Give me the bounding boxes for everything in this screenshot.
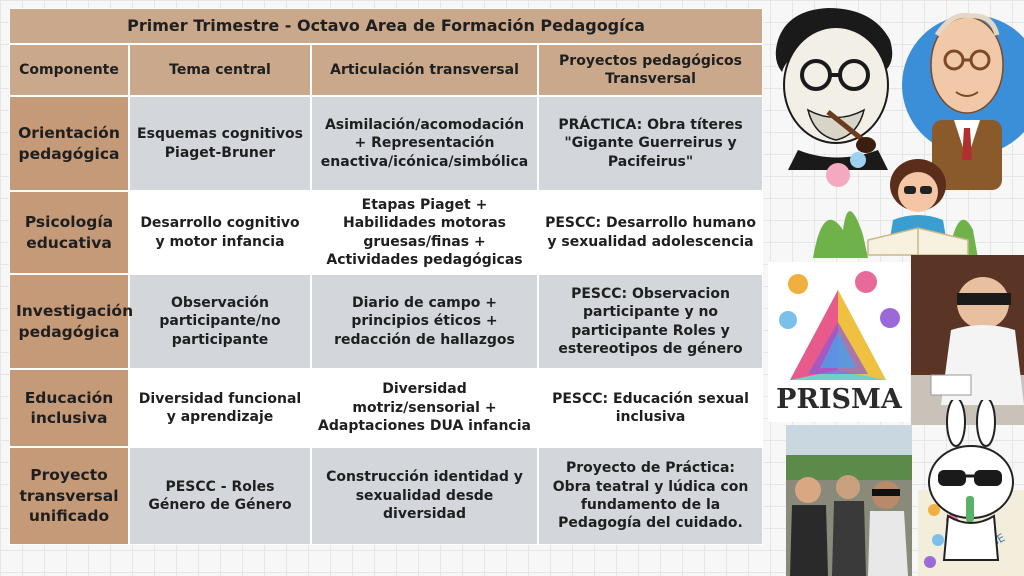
illustration-collage [768,0,1024,576]
header-proyectos: Proyectos pedagógicos Transversal [538,44,763,96]
header-componente: Componente [9,44,129,96]
girl-reading-illustration [808,140,978,258]
proyecto-cell: PESCC: Desarrollo humano y sexualidad adolescencia [538,191,763,274]
articulacion-cell: Asimilación/acomodación + Representación enactiva/icónica/simbólica [311,96,538,191]
prisma-logo [768,262,910,422]
tema-cell: Observación participante/no participante [129,274,311,369]
tema-cell: Desarrollo cognitivo y motor infancia [129,191,311,274]
tema-cell: Diversidad funcional y aprendizaje [129,369,311,447]
header-tema-central: Tema central [129,44,311,96]
prisma-logo-text: PRISMA [776,384,902,415]
proyecto-cell: PESCC: Observacion participante y no participante Roles y estereotipos de género [538,274,763,369]
proyecto-cell: PESCC: Educación sexual inclusiva [538,369,763,447]
componente-cell: Orientación pedagógica [9,96,129,191]
componente-cell: Proyecto transversal unificado [9,447,129,545]
table-row [9,96,763,191]
articulacion-cell: Diversidad motriz/sensorial + Adaptaciones DUA infancia [311,369,538,447]
header-articulacion: Articulación transversal [311,44,538,96]
table-row [9,274,763,369]
table-row [9,447,763,545]
table-row [9,369,763,447]
header-row [9,44,763,96]
componente-cell: Investigación pedagógica [9,274,129,369]
componente-cell: Educación inclusiva [9,369,129,447]
curriculum-table [9,8,763,545]
table-row [9,191,763,274]
articulacion-cell: Construcción identidad y sexualidad desde diversidad [311,447,538,545]
students-group-photo [786,425,912,576]
articulacion-cell: Diario de campo + principios éticos + redacción de hallazgos [311,274,538,369]
componente-cell: Psicología educativa [9,191,129,274]
proyecto-cell: Proyecto de Práctica: Obra teatral y lúdica con fundamento de la Pedagogía del cuidado. [538,447,763,545]
table-title: Primer Trimestre - Octavo Area de Formación Pedagogíca [9,8,763,44]
proyecto-cell: PRÁCTICA: Obra títeres "Gigante Guerreirus y Pacifeirus" [538,96,763,191]
tema-cell: PESCC - Roles Género de Género [129,447,311,545]
tema-cell: Esquemas cognitivos Piaget-Bruner [129,96,311,191]
bunny-sticker-illustration [908,400,1024,576]
articulacion-cell: Etapas Piaget + Habilidades motoras gruesas/finas + Actividades pedagógicas [311,191,538,274]
